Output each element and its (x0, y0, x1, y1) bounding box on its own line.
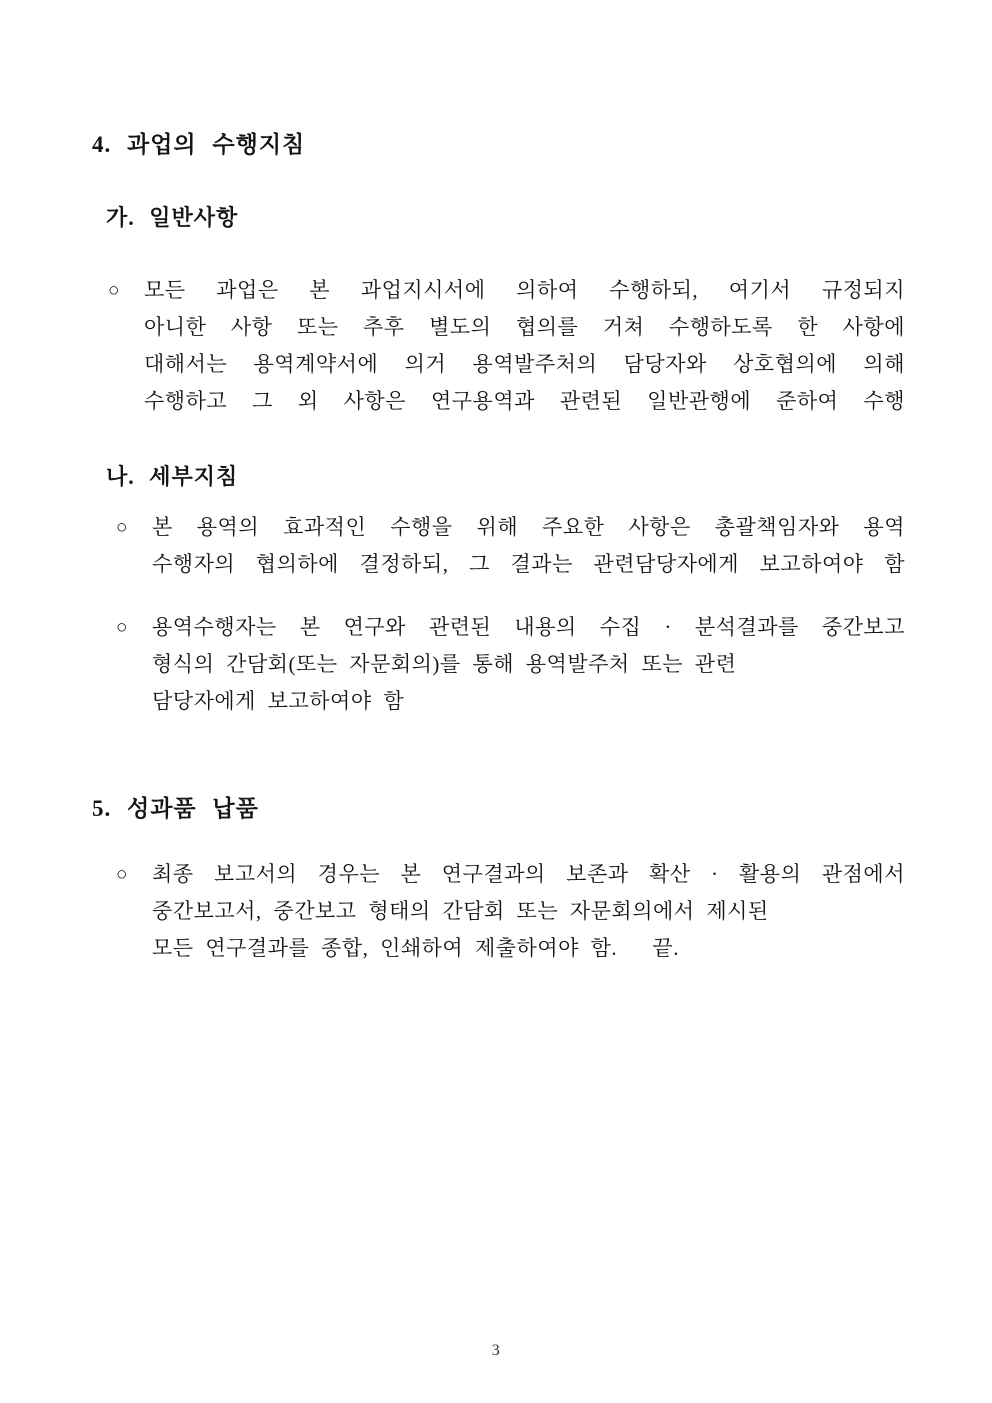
bullet-text (144, 272, 905, 420)
page-number: 3 (491, 1342, 501, 1359)
doc-line: 모든 연구결과를 종합, 인쇄하여 제출하여야 함. 끝. (152, 936, 679, 960)
doc-line: 중간보고서, 중간보고 형태의 간담회 또는 자문회의에서 제시된 (152, 899, 769, 923)
doc-line: 담당자에게 보고하여야 함 (152, 689, 405, 713)
doc-line: 본 용역의 효과적인 수행을 위해 주요한 사항은 총괄책임자와 용역 (152, 515, 905, 539)
doc-line: 아니한 사항 또는 추후 별도의 협의를 거쳐 수행하도록 한 사항에 (144, 315, 905, 339)
doc-line: 최종 보고서의 경우는 본 연구결과의 보존과 확산 · 활용의 관점에서 (152, 862, 905, 886)
bullet-text (152, 509, 905, 583)
bullet-item (116, 509, 905, 583)
subsection-ga-title: 가. 일반사항 (106, 205, 239, 230)
bullet-item (116, 609, 905, 720)
doc-line: 용역수행자는 본 연구와 관련된 내용의 수집 · 분석결과를 중간보고 (152, 615, 905, 639)
subsection-na-title: 나. 세부지침 (106, 464, 239, 489)
circle-bullet-icon: ○ (116, 864, 128, 885)
section-5-title: 5. 성과품 납품 (92, 796, 259, 821)
bullet-item (108, 272, 905, 420)
bullet-text (152, 609, 905, 720)
circle-bullet-icon: ○ (116, 517, 128, 538)
circle-bullet-icon: ○ (116, 617, 128, 638)
bullet-item (116, 856, 905, 967)
bullet-text (152, 856, 905, 967)
doc-line: 형식의 간담회(또는 자문회의)를 통해 용역발주처 또는 관련 (152, 652, 737, 676)
doc-line: 수행자의 협의하에 결정하되, 그 결과는 관련담당자에게 보고하여야 함 (152, 552, 905, 576)
doc-line: 수행하고 그 외 사항은 연구용역과 관련된 일반관행에 준하여 수행 (144, 389, 905, 413)
section-4-title: 4. 과업의 수행지침 (92, 132, 306, 157)
doc-line: 대해서는 용역계약서에 의거 용역발주처의 담당자와 상호협의에 의해 (144, 352, 905, 376)
doc-line: 모든 과업은 본 과업지시서에 의하여 수행하되, 여기서 규정되지 (144, 278, 905, 302)
circle-bullet-icon: ○ (108, 280, 120, 301)
